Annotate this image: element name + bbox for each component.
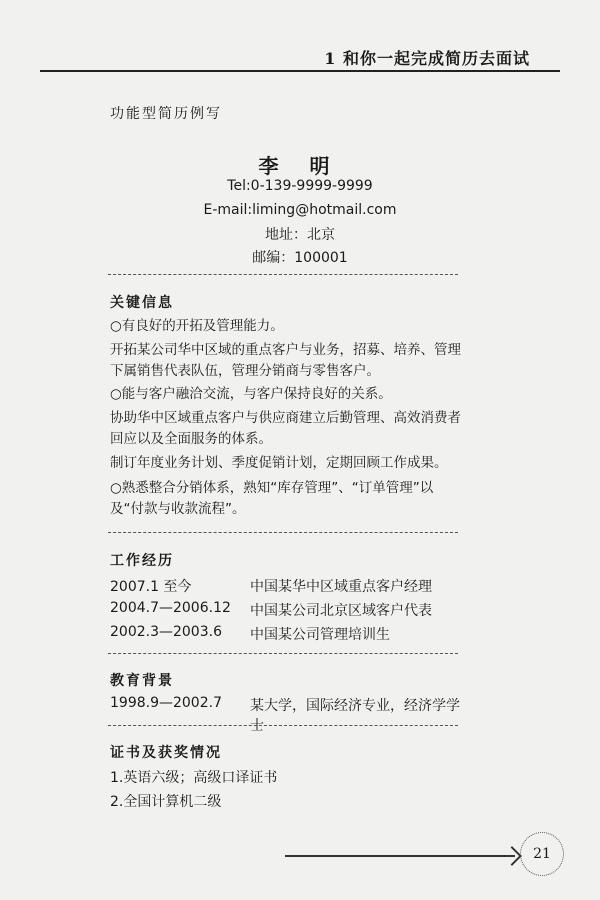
section-title-key-info: 关键信息 [110,295,174,311]
cert-item: 1.英语六级；高级口译证书 [110,770,278,786]
section-title-education: 教育背景 [110,673,174,689]
key-info-item: 协助华中区域重点客户与供应商建立后勤管理、高效消费者回应以及全面服务的体系。 [110,410,461,447]
section-title-certs: 证书及获奖情况 [110,745,222,761]
key-info-item: ○熟悉整合分销体系，熟知“库存管理”、“订单管理”以及“付款与收款流程”。 [110,480,434,517]
work-desc: 中国某公司北京区域客户代表 [250,603,432,619]
education-period: 1998.9—2002.7 [110,695,222,711]
work-period: 2002.3—2003.6 [110,624,222,640]
chapter-title: 1 和你一起完成简历去面试 [324,49,530,68]
person-name: 李 明 [258,154,342,178]
postcode: 邮编：100001 [252,250,348,266]
document-label: 功能型简历例写 [110,106,222,122]
work-desc: 中国某华中区域重点客户经理 [250,579,432,595]
work-period: 2004.7—2006.12 [110,600,231,616]
email: E-mail:liming@hotmail.com [203,202,397,218]
divider [108,274,458,275]
page-number: 21 [520,832,564,876]
key-info-item: 制订年度业务计划、季度促销计划，定期回顾工作成果。 [110,455,448,471]
address: 地址：北京 [265,227,335,243]
header-rule [40,70,560,72]
section-title-work: 工作经历 [110,553,174,569]
phone: Tel:0-139-9999-9999 [227,178,373,194]
divider [108,532,458,533]
key-info-item: ○有良好的开拓及管理能力。 [110,318,284,334]
arrow-right-icon [502,846,522,866]
footer-arrow-line [285,855,515,857]
education-desc: 某大学，国际经济专业，经济学学士 [250,698,460,734]
work-desc: 中国某公司管理培训生 [250,627,390,643]
cert-item: 2.全国计算机二级 [110,794,222,810]
key-info-item: ○能与客户融洽交流，与客户保持良好的关系。 [110,386,392,402]
key-info-item: 开拓某公司华中区域的重点客户与业务，招募、培养、管理下属销售代表队伍，管理分销商与零售客户。 [110,342,461,379]
divider [108,653,458,654]
divider [108,725,458,726]
work-period: 2007.1 至今 [110,579,192,595]
